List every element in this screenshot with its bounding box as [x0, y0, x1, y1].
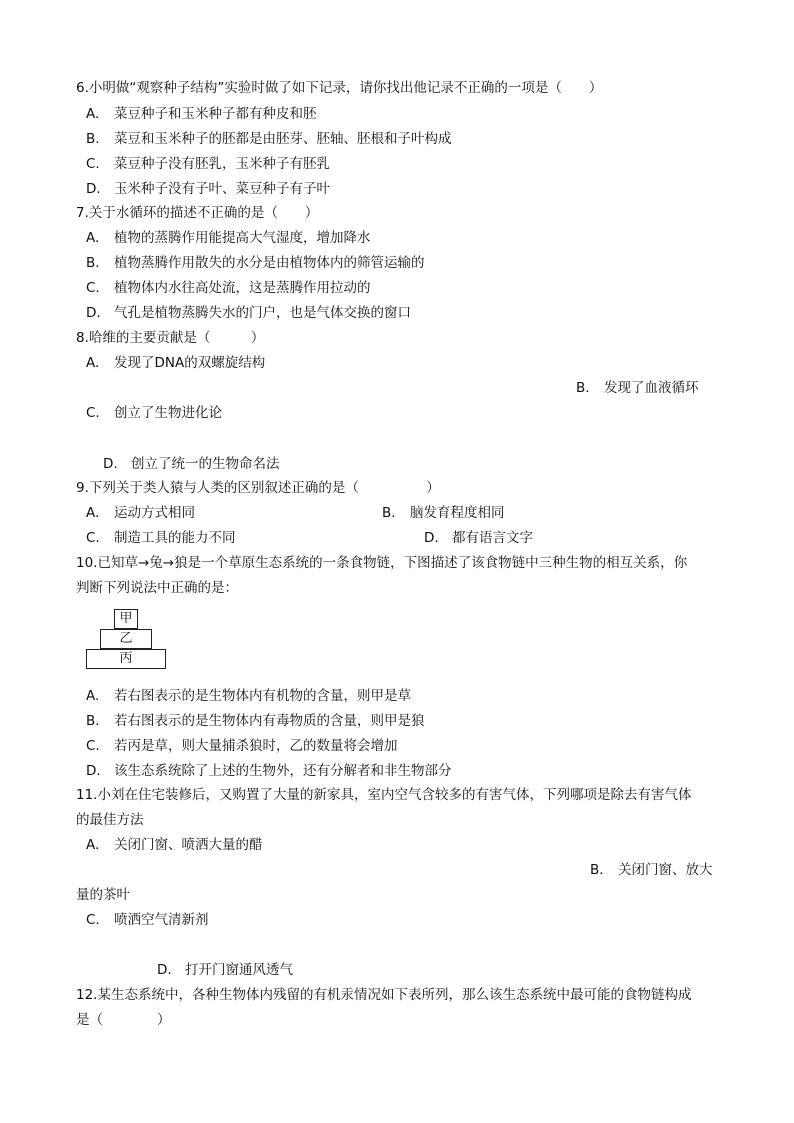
option-text: 打开门窗通风透气	[185, 962, 293, 978]
q6-option-a	[86, 104, 317, 124]
pyramid-tier-bottom: 丙	[86, 649, 166, 669]
q10-option-b	[86, 711, 425, 731]
option-letter: C.	[86, 912, 100, 928]
energy-pyramid-diagram	[86, 609, 166, 669]
q8-option-b	[576, 378, 699, 398]
option-text: 创立了生物进化论	[114, 405, 222, 421]
option-text: 若丙是草，则大量捕杀狼时，乙的数量将会增加	[114, 738, 398, 754]
q7-option-d	[86, 303, 411, 323]
option-letter: C.	[86, 280, 100, 296]
option-letter: A.	[86, 837, 100, 853]
q11-option-b-continuation: 量的茶叶	[76, 887, 130, 903]
q11-option-b	[590, 860, 713, 880]
q9-option-b	[382, 503, 505, 523]
q7-option-b	[86, 253, 425, 273]
option-letter: B.	[576, 380, 590, 396]
option-text: 关闭门窗、喷洒大量的醋	[114, 837, 263, 853]
q10-option-c	[86, 736, 398, 756]
q6-stem: 6.小明做“观察种子结构”实验时做了如下记录，请你找出他记录不正确的一项是（ ）	[76, 80, 603, 96]
q10-stem-line1: 10.已知草→兔→狼是一个草原生态系统的一条食物链，下图描述了该食物链中三种生物的相互关系，你	[76, 555, 688, 571]
option-text: 植物蒸腾作用散失的水分是由植物体内的筛管运输的	[114, 255, 425, 271]
q10-stem-line2: 判断下列说法中正确的是：	[76, 580, 238, 596]
option-text: 都有语言文字	[452, 530, 533, 546]
option-text: 植物体内水往高处流，这是蒸腾作用拉动的	[114, 280, 371, 296]
option-letter: B.	[382, 505, 396, 521]
q6-option-b	[86, 129, 452, 149]
q8-stem: 8.哈维的主要贡献是（ ）	[76, 330, 265, 346]
q11-stem-line1: 11.小刘在住宅装修后，又购置了大量的新家具，室内空气含较多的有害气体，下列哪项是除去有害气体	[76, 787, 692, 803]
option-letter: D.	[424, 530, 439, 546]
option-letter: A.	[86, 505, 100, 521]
option-text: 若右图表示的是生物体内有毒物质的含量，则甲是狼	[114, 713, 425, 729]
q11-option-a	[86, 835, 263, 855]
q9-option-a	[86, 503, 195, 523]
option-text: 气孔是植物蒸腾失水的门户，也是气体交换的窗口	[114, 305, 411, 321]
option-text: 若右图表示的是生物体内有机物的含量，则甲是草	[114, 688, 411, 704]
q10-option-d	[86, 761, 452, 781]
option-text: 发现了DNA的双螺旋结构	[114, 355, 266, 371]
option-text: 创立了统一的生物命名法	[131, 456, 280, 472]
option-text: 菜豆种子没有胚乳，玉米种子有胚乳	[114, 156, 330, 172]
q6-option-c	[86, 154, 330, 174]
q9-option-c	[86, 528, 236, 548]
q8-option-d	[103, 454, 280, 474]
option-letter: A.	[86, 355, 100, 371]
q12-stem-line1: 12.某生态系统中，各种生物体内残留的有机汞情况如下表所列，那么该生态系统中最可能的食物链构成	[76, 987, 692, 1003]
q10-option-a	[86, 686, 411, 706]
option-letter: D.	[103, 456, 118, 472]
option-text: 植物的蒸腾作用能提高大气湿度，增加降水	[114, 230, 371, 246]
option-letter: C.	[86, 738, 100, 754]
pyramid-tier-middle: 乙	[100, 629, 152, 649]
q8-option-a	[86, 353, 265, 373]
option-letter: D.	[86, 181, 101, 197]
option-letter: D.	[86, 763, 101, 779]
option-letter: D.	[157, 962, 172, 978]
q11-option-d	[157, 960, 293, 980]
option-text: 菜豆和玉米种子的胚都是由胚芽、胚轴、胚根和子叶构成	[114, 131, 452, 147]
option-letter: B.	[590, 862, 604, 878]
q9-stem: 9.下列关于类人猿与人类的区别叙述正确的是（ ）	[76, 480, 440, 496]
option-text: 发现了血液循环	[604, 380, 699, 396]
q6-option-d	[86, 179, 330, 199]
q11-option-c	[86, 910, 209, 930]
option-letter: C.	[86, 530, 100, 546]
option-letter: C.	[86, 156, 100, 172]
option-letter: B.	[86, 255, 100, 271]
q7-option-c	[86, 278, 371, 298]
q9-option-d	[424, 528, 533, 548]
option-text: 玉米种子没有子叶、菜豆种子有子叶	[114, 181, 330, 197]
option-text: 该生态系统除了上述的生物外，还有分解者和非生物部分	[114, 763, 452, 779]
option-letter: C.	[86, 405, 100, 421]
q7-option-a	[86, 228, 371, 248]
option-text: 菜豆种子和玉米种子都有种皮和胚	[114, 106, 317, 122]
pyramid-tier-top: 甲	[114, 609, 138, 629]
option-letter: A.	[86, 230, 100, 246]
option-letter: B.	[86, 131, 100, 147]
option-text: 脑发育程度相同	[410, 505, 505, 521]
option-letter: A.	[86, 106, 100, 122]
q8-option-c	[86, 403, 222, 423]
option-letter: D.	[86, 305, 101, 321]
q12-stem-line2: 是（ ）	[76, 1012, 171, 1028]
option-text: 运动方式相同	[114, 505, 195, 521]
option-text: 关闭门窗、放大	[618, 862, 713, 878]
option-text: 制造工具的能力不同	[114, 530, 236, 546]
option-text: 喷洒空气清新剂	[114, 912, 209, 928]
q11-stem-line2: 的最佳方法	[76, 812, 144, 828]
q7-stem: 7.关于水循环的描述不正确的是（ ）	[76, 205, 319, 221]
option-letter: B.	[86, 713, 100, 729]
option-letter: A.	[86, 688, 100, 704]
